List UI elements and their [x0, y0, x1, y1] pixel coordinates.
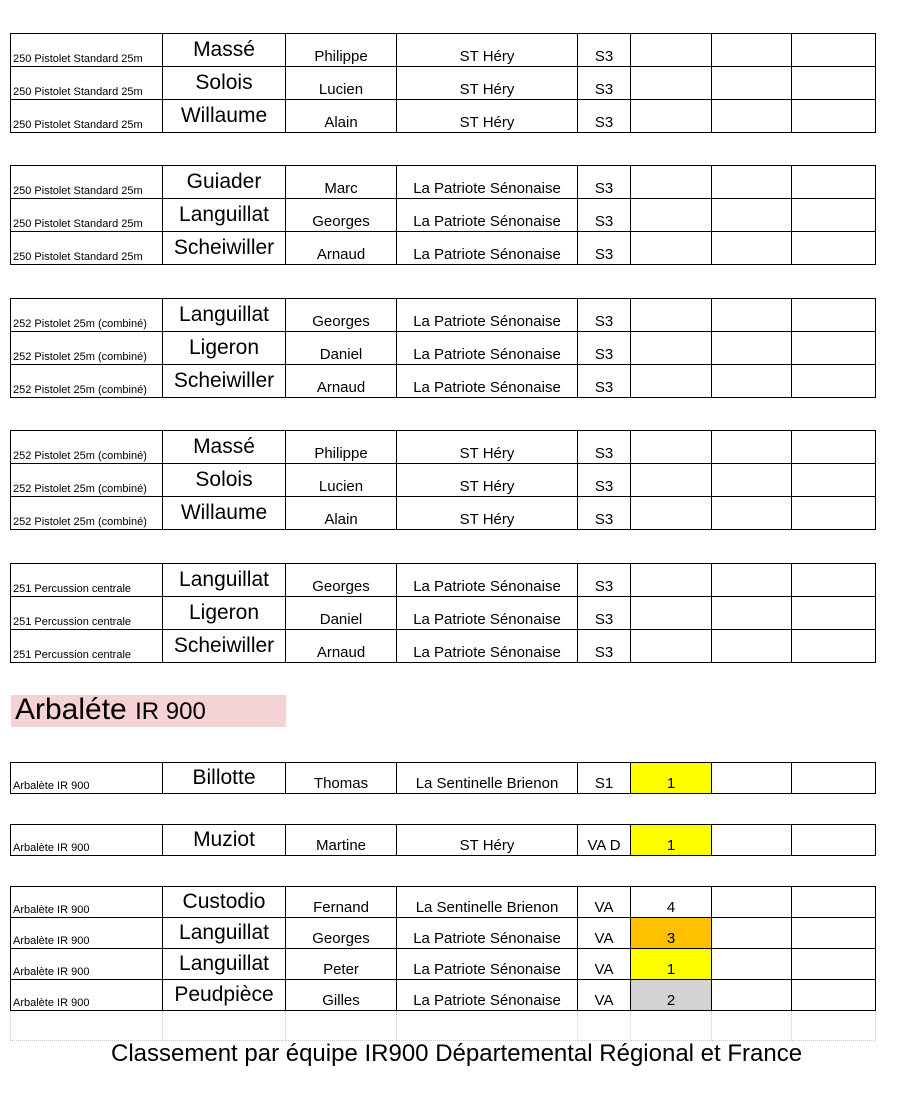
club-cell: ST Héry	[397, 464, 578, 497]
category-cell: S3	[578, 100, 631, 133]
score-cell-3	[792, 564, 876, 597]
first-name-cell: Georges	[286, 564, 397, 597]
score-cell-2	[712, 365, 792, 398]
first-name-cell: Alain	[286, 497, 397, 530]
category-cell: S3	[578, 564, 631, 597]
last-name-cell: Willaume	[163, 497, 286, 530]
rank-cell: 4	[631, 887, 712, 918]
category-cell: VA D	[578, 825, 631, 856]
event-cell: 251 Percussion centrale	[11, 630, 163, 663]
section-title-main: Arbaléte	[15, 693, 127, 726]
first-name-cell: Peter	[286, 949, 397, 980]
first-name-cell: Alain	[286, 100, 397, 133]
first-name-cell: Philippe	[286, 431, 397, 464]
rank-cell	[631, 232, 712, 265]
first-name-cell: Georges	[286, 299, 397, 332]
score-cell-2	[712, 630, 792, 663]
last-name-cell: Languillat	[163, 949, 286, 980]
rank-cell: 1	[631, 825, 712, 856]
score-cell-3	[792, 464, 876, 497]
score-cell-2	[712, 949, 792, 980]
table-row	[11, 980, 876, 1011]
last-name-cell: Ligeron	[163, 332, 286, 365]
table-row	[11, 365, 876, 398]
rank-cell	[631, 630, 712, 663]
category-cell: VA	[578, 980, 631, 1011]
category-cell: S3	[578, 332, 631, 365]
table-row	[11, 431, 876, 464]
event-cell: 252 Pistolet 25m (combiné)	[11, 464, 163, 497]
footer-caption: Classement par équipe IR900 Départemental Régional et France	[111, 1040, 803, 1067]
empty-cell	[11, 1011, 163, 1041]
table-row	[11, 597, 876, 630]
club-cell: La Patriote Sénonaise	[397, 564, 578, 597]
last-name-cell: Scheiwiller	[163, 630, 286, 663]
score-cell-2	[712, 199, 792, 232]
category-cell: S3	[578, 365, 631, 398]
score-cell-3	[792, 299, 876, 332]
score-cell-3	[792, 431, 876, 464]
club-cell: ST Héry	[397, 34, 578, 67]
score-cell-2	[712, 763, 792, 794]
rank-cell	[631, 34, 712, 67]
category-cell: S3	[578, 166, 631, 199]
rank-cell	[631, 464, 712, 497]
last-name-cell: Muziot	[163, 825, 286, 856]
club-cell: La Patriote Sénonaise	[397, 332, 578, 365]
rank-cell	[631, 166, 712, 199]
last-name-cell: Solois	[163, 464, 286, 497]
category-cell: S3	[578, 299, 631, 332]
event-cell: Arbalète IR 900	[11, 763, 163, 794]
category-cell: VA	[578, 887, 631, 918]
first-name-cell: Lucien	[286, 67, 397, 100]
rank-cell	[631, 67, 712, 100]
table-row	[11, 299, 876, 332]
first-name-cell: Georges	[286, 918, 397, 949]
category-cell: S3	[578, 34, 631, 67]
rank-cell	[631, 564, 712, 597]
rank-cell	[631, 365, 712, 398]
table-row	[11, 100, 876, 133]
table-row	[11, 332, 876, 365]
score-cell-2	[712, 564, 792, 597]
first-name-cell: Arnaud	[286, 365, 397, 398]
rank-cell	[631, 199, 712, 232]
club-cell: La Patriote Sénonaise	[397, 630, 578, 663]
last-name-cell: Solois	[163, 67, 286, 100]
first-name-cell: Marc	[286, 166, 397, 199]
last-name-cell: Billotte	[163, 763, 286, 794]
club-cell: ST Héry	[397, 100, 578, 133]
club-cell: La Sentinelle Brienon	[397, 887, 578, 918]
last-name-cell: Scheiwiller	[163, 365, 286, 398]
event-cell: 251 Percussion centrale	[11, 597, 163, 630]
empty-cell	[792, 1011, 876, 1041]
results-group-table	[10, 824, 876, 856]
score-cell-3	[792, 332, 876, 365]
event-cell: 250 Pistolet Standard 25m	[11, 199, 163, 232]
results-group-table	[10, 165, 876, 265]
empty-row	[11, 1011, 876, 1041]
club-cell: La Patriote Sénonaise	[397, 949, 578, 980]
event-cell: Arbalète IR 900	[11, 887, 163, 918]
score-cell-2	[712, 497, 792, 530]
club-cell: ST Héry	[397, 497, 578, 530]
last-name-cell: Massé	[163, 34, 286, 67]
empty-cell	[163, 1011, 286, 1041]
score-cell-3	[792, 199, 876, 232]
category-cell: S3	[578, 630, 631, 663]
category-cell: S1	[578, 763, 631, 794]
score-cell-3	[792, 67, 876, 100]
club-cell: La Patriote Sénonaise	[397, 166, 578, 199]
score-cell-3	[792, 887, 876, 918]
results-group-table	[10, 762, 876, 794]
category-cell: S3	[578, 497, 631, 530]
score-cell-3	[792, 918, 876, 949]
score-cell-3	[792, 34, 876, 67]
last-name-cell: Massé	[163, 431, 286, 464]
category-cell: S3	[578, 67, 631, 100]
first-name-cell: Gilles	[286, 980, 397, 1011]
club-cell: ST Héry	[397, 431, 578, 464]
score-cell-3	[792, 980, 876, 1011]
score-cell-3	[792, 232, 876, 265]
category-cell: S3	[578, 431, 631, 464]
club-cell: La Patriote Sénonaise	[397, 232, 578, 265]
event-cell: 250 Pistolet Standard 25m	[11, 34, 163, 67]
event-cell: 252 Pistolet 25m (combiné)	[11, 431, 163, 464]
score-cell-3	[792, 825, 876, 856]
last-name-cell: Languillat	[163, 918, 286, 949]
score-cell-2	[712, 825, 792, 856]
event-cell: 250 Pistolet Standard 25m	[11, 67, 163, 100]
last-name-cell: Languillat	[163, 564, 286, 597]
category-cell: S3	[578, 232, 631, 265]
score-cell-2	[712, 597, 792, 630]
club-cell: La Patriote Sénonaise	[397, 980, 578, 1011]
table-row	[11, 918, 876, 949]
club-cell: ST Héry	[397, 825, 578, 856]
last-name-cell: Willaume	[163, 100, 286, 133]
last-name-cell: Scheiwiller	[163, 232, 286, 265]
last-name-cell: Peudpièce	[163, 980, 286, 1011]
first-name-cell: Daniel	[286, 332, 397, 365]
results-group-table	[10, 563, 876, 663]
event-cell: 250 Pistolet Standard 25m	[11, 100, 163, 133]
rank-cell: 3	[631, 918, 712, 949]
score-cell-3	[792, 763, 876, 794]
table-row	[11, 564, 876, 597]
rank-cell	[631, 299, 712, 332]
table-row	[11, 887, 876, 918]
score-cell-3	[792, 949, 876, 980]
first-name-cell: Arnaud	[286, 630, 397, 663]
score-cell-2	[712, 232, 792, 265]
last-name-cell: Languillat	[163, 199, 286, 232]
score-cell-2	[712, 887, 792, 918]
score-cell-2	[712, 464, 792, 497]
category-cell: VA	[578, 918, 631, 949]
event-cell: 252 Pistolet 25m (combiné)	[11, 365, 163, 398]
rank-cell	[631, 100, 712, 133]
empty-cell	[712, 1011, 792, 1041]
category-cell: S3	[578, 464, 631, 497]
score-cell-2	[712, 67, 792, 100]
score-cell-3	[792, 630, 876, 663]
first-name-cell: Fernand	[286, 887, 397, 918]
empty-cell	[286, 1011, 397, 1041]
table-row	[11, 232, 876, 265]
club-cell: La Patriote Sénonaise	[397, 299, 578, 332]
table-row	[11, 464, 876, 497]
table-row	[11, 34, 876, 67]
event-cell: 252 Pistolet 25m (combiné)	[11, 497, 163, 530]
club-cell: La Patriote Sénonaise	[397, 918, 578, 949]
event-cell: 252 Pistolet 25m (combiné)	[11, 332, 163, 365]
event-cell: Arbalète IR 900	[11, 949, 163, 980]
first-name-cell: Lucien	[286, 464, 397, 497]
event-cell: 251 Percussion centrale	[11, 564, 163, 597]
score-cell-2	[712, 918, 792, 949]
rank-cell	[631, 332, 712, 365]
club-cell: La Patriote Sénonaise	[397, 199, 578, 232]
score-cell-2	[712, 980, 792, 1011]
club-cell: La Patriote Sénonaise	[397, 365, 578, 398]
results-group-table	[10, 298, 876, 398]
score-cell-3	[792, 365, 876, 398]
rank-cell	[631, 431, 712, 464]
first-name-cell: Martine	[286, 825, 397, 856]
first-name-cell: Philippe	[286, 34, 397, 67]
last-name-cell: Ligeron	[163, 597, 286, 630]
results-group-table	[10, 886, 876, 1011]
table-row	[11, 825, 876, 856]
table-row	[11, 949, 876, 980]
score-cell-2	[712, 332, 792, 365]
category-cell: S3	[578, 597, 631, 630]
table-row	[11, 199, 876, 232]
last-name-cell: Languillat	[163, 299, 286, 332]
event-cell: 252 Pistolet 25m (combiné)	[11, 299, 163, 332]
category-cell: S3	[578, 199, 631, 232]
table-row	[11, 166, 876, 199]
first-name-cell: Daniel	[286, 597, 397, 630]
club-cell: La Sentinelle Brienon	[397, 763, 578, 794]
rank-cell: 1	[631, 763, 712, 794]
score-cell-2	[712, 166, 792, 199]
first-name-cell: Thomas	[286, 763, 397, 794]
empty-cell	[631, 1011, 712, 1041]
rank-cell	[631, 497, 712, 530]
table-row	[11, 763, 876, 794]
table-row	[11, 630, 876, 663]
table-row	[11, 497, 876, 530]
empty-cell	[578, 1011, 631, 1041]
score-cell-2	[712, 431, 792, 464]
score-cell-2	[712, 34, 792, 67]
results-group-table	[10, 430, 876, 530]
event-cell: 250 Pistolet Standard 25m	[11, 232, 163, 265]
score-cell-3	[792, 100, 876, 133]
rank-cell: 1	[631, 949, 712, 980]
club-cell: La Patriote Sénonaise	[397, 597, 578, 630]
rank-cell	[631, 597, 712, 630]
empty-row-table	[10, 1011, 876, 1041]
event-cell: Arbalète IR 900	[11, 980, 163, 1011]
score-cell-3	[792, 497, 876, 530]
table-row	[11, 67, 876, 100]
first-name-cell: Georges	[286, 199, 397, 232]
event-cell: 250 Pistolet Standard 25m	[11, 166, 163, 199]
results-group-table	[10, 33, 876, 133]
event-cell: Arbalète IR 900	[11, 825, 163, 856]
score-cell-2	[712, 299, 792, 332]
score-cell-2	[712, 100, 792, 133]
category-cell: VA	[578, 949, 631, 980]
section-title	[11, 695, 286, 727]
first-name-cell: Arnaud	[286, 232, 397, 265]
club-cell: ST Héry	[397, 67, 578, 100]
last-name-cell: Custodio	[163, 887, 286, 918]
section-title-sub: IR 900	[135, 698, 206, 725]
event-cell: Arbalète IR 900	[11, 918, 163, 949]
score-cell-3	[792, 597, 876, 630]
rank-cell: 2	[631, 980, 712, 1011]
score-cell-3	[792, 166, 876, 199]
last-name-cell: Guiader	[163, 166, 286, 199]
empty-cell	[397, 1011, 578, 1041]
